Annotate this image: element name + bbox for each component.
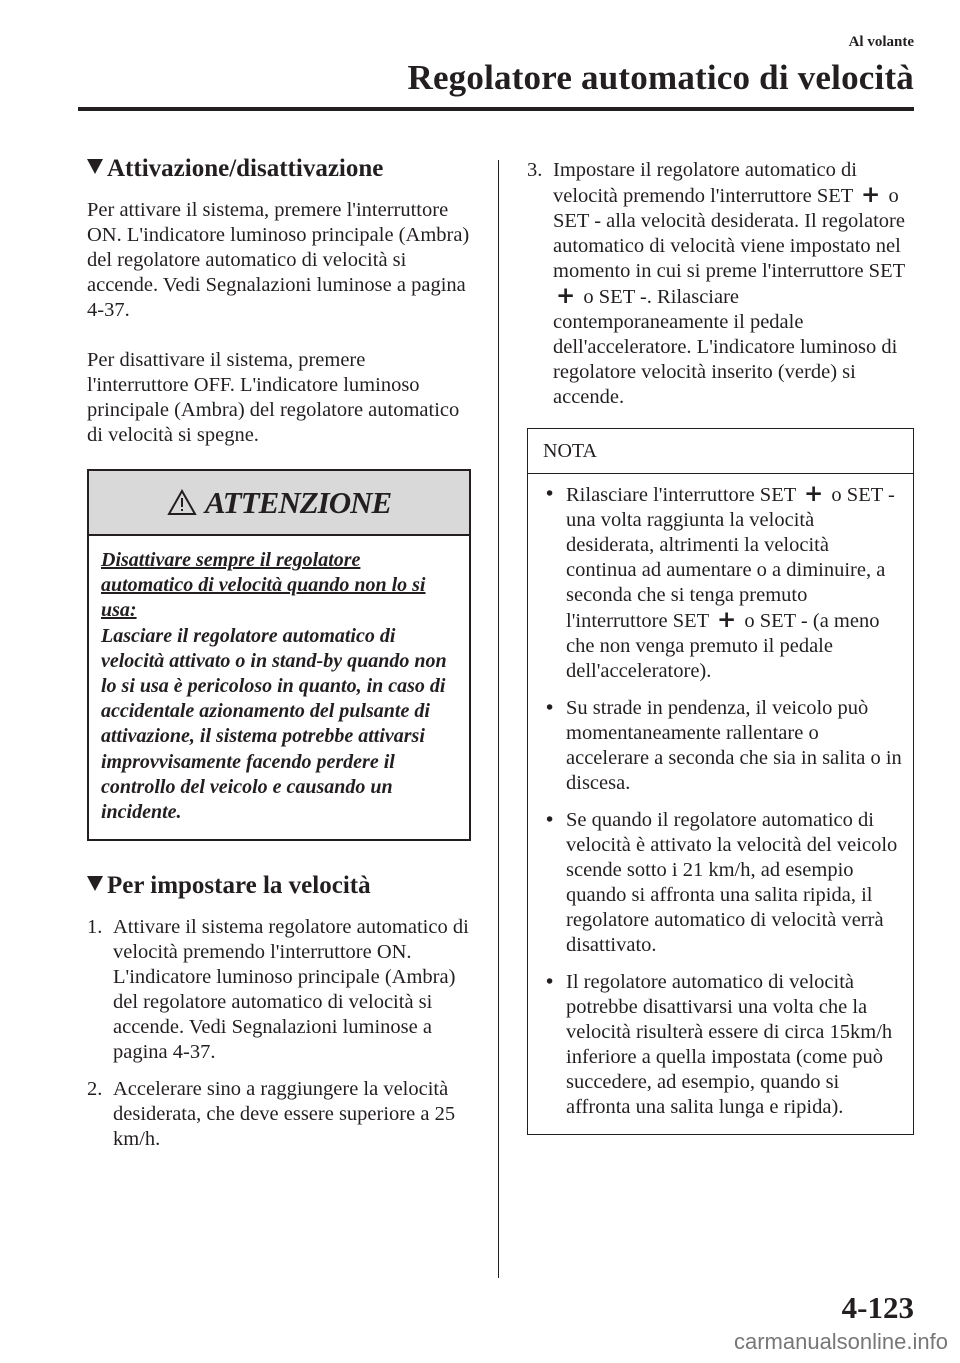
step-text-part: o SET -. Rilasciare contemporaneamente il pedale dell'acceleratore. L'indicatore luminoso di regolatore velocità inserito (verde) si accende. [553, 286, 898, 408]
column-divider [498, 160, 499, 1278]
note-box [527, 428, 914, 1135]
step-number: 1. [87, 916, 103, 939]
section-heading-text: Attivazione/disattivazione [107, 155, 384, 182]
list-item [540, 808, 903, 958]
chapter-label: Al volante [848, 34, 914, 50]
section-heading-set-speed [87, 869, 472, 903]
step-text: Attivare il sistema regolatore automatico di velocità premendo l'interruttore ON. L'indicatore luminoso principale (Ambra) del regolatore automatico di velocità si accende. Vedi Segnalazioni luminose a pagina 4-37. [113, 916, 469, 1064]
plus-icon: + [716, 607, 737, 633]
step-number: 2. [87, 1078, 103, 1101]
warning-body [89, 536, 469, 839]
note-text: Su strade in pendenza, il veicolo può momentaneamente rallentare o accelerare a seconda che sia in salita o in discesa. [566, 697, 902, 794]
list-item [540, 970, 903, 1120]
note-header: NOTA [528, 429, 913, 474]
triangle-down-icon [87, 159, 103, 174]
watermark: carmanualsonline.info [733, 1329, 948, 1354]
bullet-icon: • [546, 971, 554, 993]
page-number: 4-123 [841, 1290, 914, 1325]
plus-icon: + [804, 481, 824, 507]
header-rule [78, 107, 914, 111]
warning-text: Lasciare il regolatore automatico di velocità attivato o in stand-by quando non lo si usa è pericoloso in quanto, in caso di accidentale azionamento del pulsante di attivazione, il sistema potrebbe attivarsi improvvisamente facendo perdere il controllo del veicolo e causando un incidente. [101, 624, 447, 824]
note-text: Se quando il regolatore automatico di velocità è attivato la velocità del veicolo scende sotto i 21 km/h, ad esempio quando si affronta una salita ripida, il regolatore automatico di velocità verrà disattivato. [566, 809, 898, 956]
plus-icon: + [556, 283, 576, 309]
step-number: 3. [527, 159, 543, 181]
steps-list [87, 915, 472, 1152]
list-item [87, 1077, 472, 1152]
triangle-down-icon [87, 876, 103, 891]
bullet-icon: • [546, 483, 554, 505]
note-text-part: Rilasciare l'interruttore SET [566, 484, 796, 506]
step-text: Accelerare sino a raggiungere la velocità desiderata, che deve essere superiore a 25 km/h. [113, 1078, 456, 1151]
step-text-part: o SET - alla velocità desiderata. Il regolatore automatico di velocità viene impostato nel momento in cui si preme l'interruttore SET [553, 185, 905, 282]
activation-paragraph-on: Per attivare il sistema, premere l'interruttore ON. L'indicatore luminoso principale (Ambra) del regolatore automatico di velocità si accende. Vedi Segnalazioni luminose a pagina 4-37. [87, 199, 470, 321]
warning-header [89, 471, 469, 536]
page-title: Regolatore automatico di velocità [407, 58, 914, 97]
list-item [527, 158, 917, 410]
note-text-part: o SET - una volta raggiunta la velocità desiderata, altrimenti la velocità continua ad aumentare o a diminuire, a seconda che si tenga premuto l'interruttore SET [566, 484, 895, 632]
section-heading-text: Per impostare la velocità [107, 872, 371, 900]
step-text-part: Impostare il regolatore automatico di velocità premendo l'interruttore SET [553, 159, 857, 207]
section-heading-activation [87, 152, 472, 186]
warning-title: ATTENZIONE [204, 485, 392, 520]
note-text-part: o SET - (a meno che non venga premuto il pedale dell'acceleratore). [566, 610, 880, 682]
list-item [540, 482, 903, 684]
activation-paragraph-off: Per disattivare il sistema, premere l'interruttore OFF. L'indicatore luminoso principale (Ambra) del regolatore automatico di velocità si spegne. [87, 349, 460, 446]
note-text: Il regolatore automatico di velocità potrebbe disattivarsi una volta che la velocità risulterà essere di circa 15km/h inferiore a quella impostata (come può succedere, ad esempio, quando si affronta una salita lunga e ripida). [566, 971, 893, 1118]
list-item [87, 915, 472, 1065]
warning-box [87, 469, 471, 841]
note-body [528, 474, 913, 1134]
list-item [540, 696, 903, 796]
right-column [527, 158, 917, 1135]
warning-lead: Disattivare sempre il regolatore automatico di velocità quando non lo si usa: [101, 549, 426, 622]
bullet-icon: • [546, 809, 554, 831]
warning-triangle-icon [167, 489, 197, 516]
bullet-icon: • [546, 697, 554, 719]
plus-icon: + [861, 182, 881, 208]
left-column [87, 152, 472, 1164]
steps-list [527, 158, 917, 410]
